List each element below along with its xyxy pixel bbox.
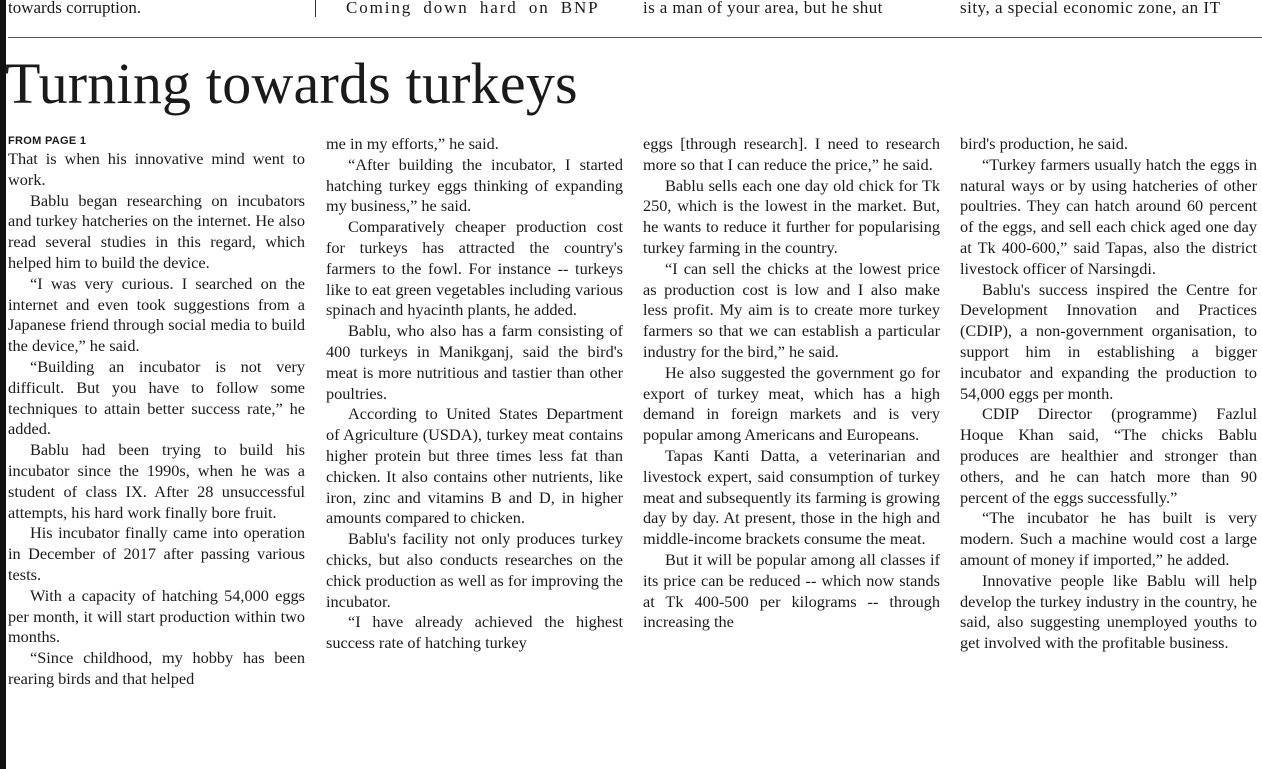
paragraph: He also suggested the government go for export of turkey meat, which has a high demand in foreign markets and is very popular among Americans and Europeans. — [643, 362, 940, 445]
continuation-kicker: FROM PAGE 1 — [8, 135, 87, 147]
paragraph: “I have already achieved the highest success rate of hatching turkey — [326, 612, 623, 653]
article-column-1 — [8, 134, 305, 690]
paragraph: According to United States Department of Agriculture (USDA), turkey meat contains higher protein but three times less fat than chicken. It also contains other nutrients, like iron, zinc and vitamins B and D, in higher amounts compared to chicken. — [326, 404, 623, 528]
paragraph: Innovative people like Bablu will help develop the turkey industry in the country, he said, also suggesting unemployed youths to get involved with the profitable business. — [960, 570, 1257, 653]
paragraph: “Since childhood, my hobby has been rearing birds and that helped — [8, 648, 305, 688]
strip-text-3: is a man of your area, but he shut — [643, 0, 883, 17]
article-column-4 — [960, 134, 1257, 654]
paragraph: Tapas Kanti Datta, a veterinarian and livestock expert, said consumption of turkey meat and subsequently its farming is growing day by day. At present, those in the high and middle-income brackets consume the meat. — [643, 445, 940, 549]
strip-text-2: Coming down hard on BNP — [346, 0, 600, 17]
paragraph: Bablu's success inspired the Centre for Development Innovation and Practices (CDIP), a non-government organisation, to support him in establishing a bigger incubator and expanding the production to 54,000 eggs per month. — [960, 279, 1257, 403]
paragraph: “Building an incubator is not very difficult. But you have to follow some techniques to attain better success rate,” he added. — [8, 356, 305, 439]
paragraph: That is when his innovative mind went to work. — [8, 149, 305, 189]
paragraph: But it will be popular among all classes if its price can be reduced -- which now stands at Tk 400-500 per kilograms -- through increasing the — [643, 549, 940, 632]
paragraph: His incubator finally came into operation in December of 2017 after passing various tests. — [8, 523, 305, 584]
article-headline: Turning towards turkeys — [5, 51, 578, 116]
paragraph: CDIP Director (programme) Fazlul Hoque Khan said, “The chicks Bablu produces are healthier and stronger than others, and he can hatch more than 90 percent of the eggs successfully.” — [960, 404, 1257, 507]
column-divider — [315, 0, 316, 17]
paragraph: “I can sell the chicks at the lowest price as production cost is low and I also make less profit. My aim is to create more turkey farmers so that we can establish a particular industry for the bird,” he said. — [643, 258, 940, 361]
paragraph: eggs [through research]. I need to research more so that I can reduce the price,” he said. — [643, 134, 940, 174]
article-column-3 — [643, 134, 940, 633]
section-rule — [8, 37, 1262, 38]
paragraph: Bablu, who also has a farm consisting of 400 turkeys in Manikganj, said the bird's meat is more nutritious and tastier than other poultries. — [326, 321, 623, 403]
paragraph: Bablu had been trying to build his incubator since the 1990s, when he was a student of class IX. After 28 unsuccessful attempts, his hard work finally bore fruit. — [8, 440, 305, 522]
strip-text-1: towards corruption. — [8, 0, 142, 17]
paragraph: bird's production, he said. — [960, 134, 1128, 153]
paragraph: Bablu's facility not only produces turkey chicks, but also conducts researches on the chick production as well as for improving the incubator. — [326, 529, 623, 611]
previous-article-strip — [8, 0, 1262, 22]
paragraph: “I was very curious. I searched on the internet and even took suggestions from a Japanese friend through social media to build the device,” he said. — [8, 273, 305, 356]
strip-text-4: sity, a special economic zone, an IT — [960, 0, 1221, 17]
paragraph: Bablu sells each one day old chick for Tk 250, which is the lowest in the market. But, he wants to reduce it further for popularising turkey farming in the country. — [643, 175, 940, 257]
paragraph: “The incubator he has built is very modern. Such a machine would cost a large amount of money if imported,” he added. — [960, 508, 1257, 569]
paragraph: With a capacity of hatching 54,000 eggs per month, it will start production within two months. — [8, 585, 305, 647]
article-column-2 — [326, 134, 623, 654]
paragraph: Comparatively cheaper production cost for turkeys has attracted the country's farmers to the fowl. For instance -- turkeys like to eat green vegetables including various spinach and hyacinth plants, he added. — [326, 217, 623, 320]
paragraph: Bablu began researching on incubators and turkey hatcheries on the internet. He also read several studies in this regard, which helped him to build the device. — [8, 190, 305, 272]
paragraph: “Turkey farmers usually hatch the eggs in natural ways or by using hatcheries of other poultries. They can hatch around 60 percent of the eggs, and sell each chick aged one day at Tk 400-600,” said Tapas, also the district livestock officer of Narsingdi. — [960, 154, 1257, 278]
paragraph: me in my efforts,” he said. — [326, 134, 499, 153]
paragraph: “After building the incubator, I started hatching turkey eggs thinking of expanding my business,” he said. — [326, 154, 623, 216]
